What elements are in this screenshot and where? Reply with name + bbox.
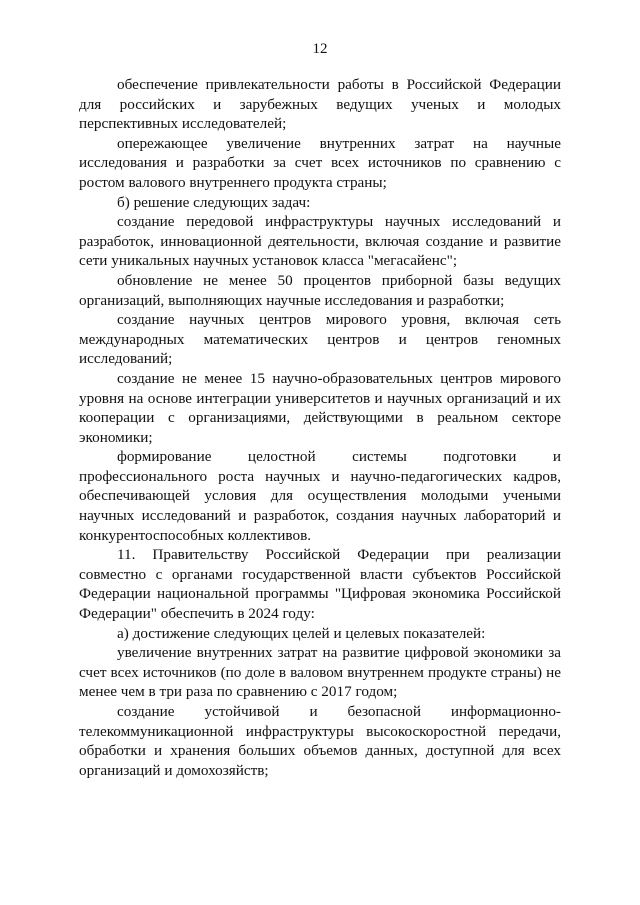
page-number: 12 xyxy=(312,41,328,57)
document-body xyxy=(79,75,561,780)
paragraph: 11. Правительству Российской Федерации при реализации совместно с органами государственной власти субъектов Российской Федерации национальной программы "Цифровая экономика Российской Федерации" обеспечить в 2024 году: xyxy=(79,546,561,623)
paragraph: создание не менее 15 научно-образовательных центров мирового уровня на основе интеграции университетов и научных организаций и их кооперации с организациями, действующими в реальном секторе экономики; xyxy=(79,369,561,446)
paragraph: б) решение следующих задач: xyxy=(117,193,311,211)
paragraph: создание научных центров мирового уровня, включая сеть международных математических центров и центров геномных исследований; xyxy=(79,311,561,368)
paragraph: а) достижение следующих целей и целевых показателей: xyxy=(117,624,486,642)
paragraph: создание устойчивой и безопасной информационно-телекоммуникационной инфраструктуры высокоскоростной передачи, обработки и хранения больших объемов данных, доступной для всех организаций и домохозяйств; xyxy=(79,703,561,779)
paragraph: формирование целостной системы подготовки и профессионального роста научных и научно-педагогических кадров, обеспечивающей условия для осуществления молодыми учеными научных исследований и разработок, создания научных лабораторий и конкурентоспособных коллективов. xyxy=(79,448,561,544)
paragraph: обеспечение привлекательности работы в Российской Федерации для российских и зарубежных ведущих ученых и молодых перспективных исследователей; xyxy=(79,76,561,133)
paragraph: увеличение внутренних затрат на развитие цифровой экономики за счет всех источников (по доле в валовом внутреннем продукте страны) не менее чем в три раза по сравнению с 2017 годом; xyxy=(79,644,561,701)
paragraph: создание передовой инфраструктуры научных исследований и разработок, инновационной деятельности, включая создание и развитие сети уникальных научных установок класса "мегасайенс"; xyxy=(79,213,561,270)
paragraph: обновление не менее 50 процентов приборной базы ведущих организаций, выполняющих научные исследования и разработки; xyxy=(79,271,561,309)
paragraph: опережающее увеличение внутренних затрат на научные исследования и разработки за счет всех источников по сравнению с ростом валового внутреннего продукта страны; xyxy=(79,134,561,191)
